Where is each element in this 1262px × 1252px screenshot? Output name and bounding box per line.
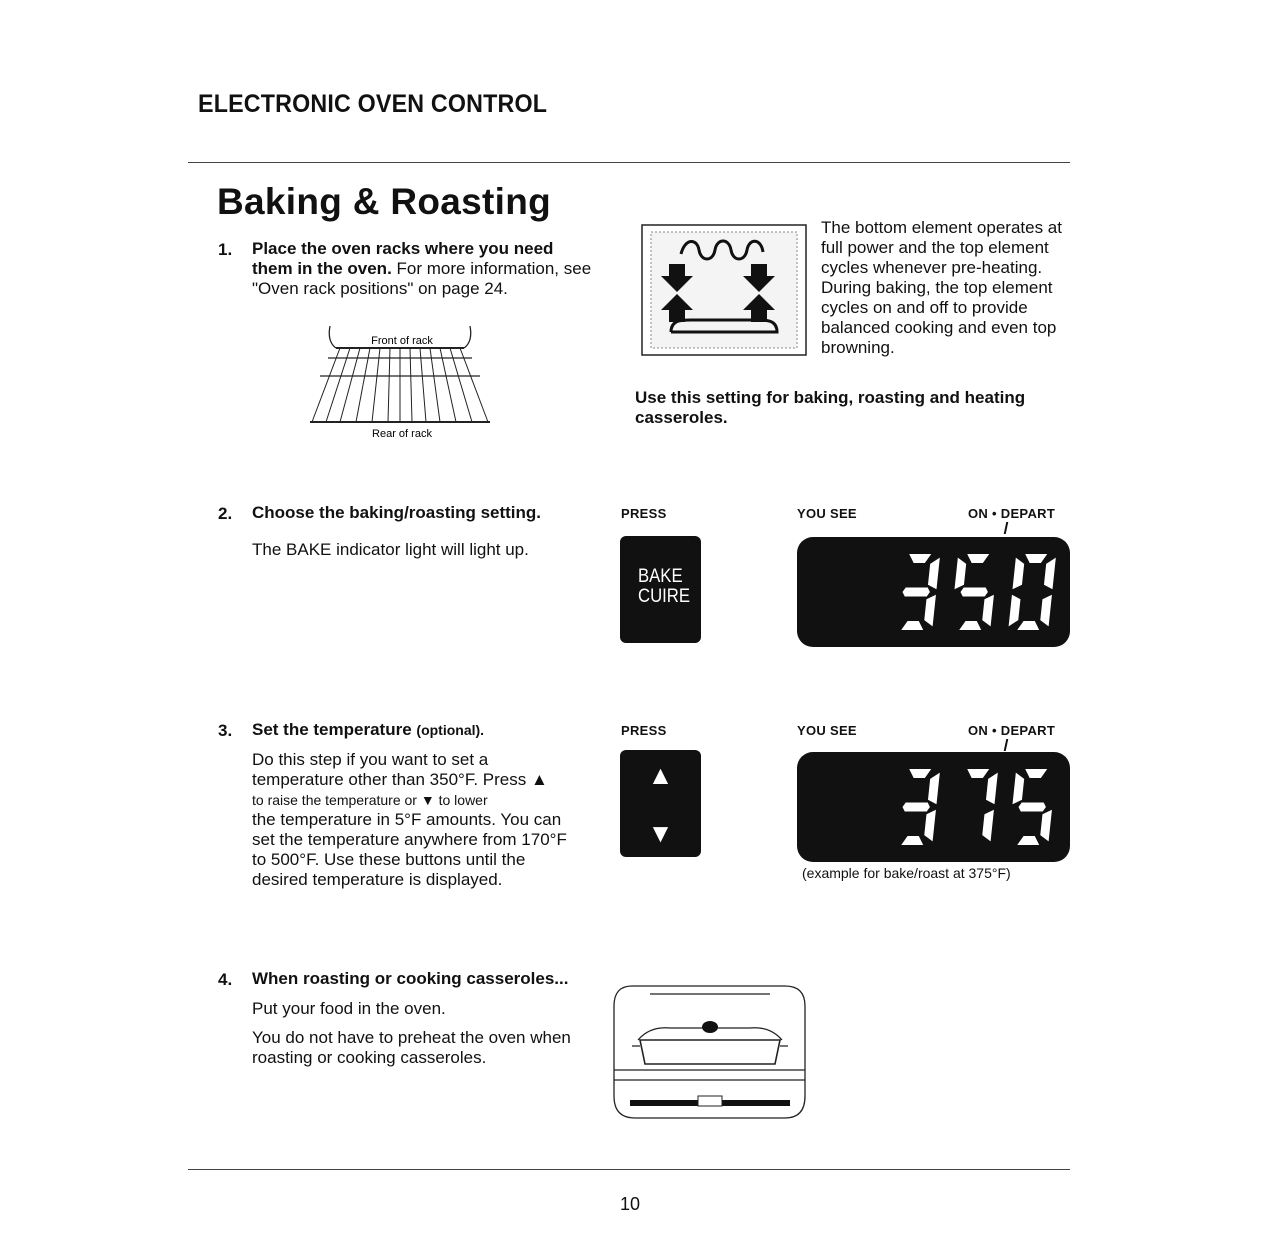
press-label: PRESS [621, 506, 667, 521]
display-segment [924, 595, 936, 627]
temperature-display [797, 537, 1070, 647]
display-segment [901, 621, 924, 630]
page-number: 10 [620, 1194, 641, 1214]
rack-front-label: Front of rack [371, 335, 433, 347]
use-setting-text: Use this setting for baking, roasting and heating casseroles. [635, 388, 1026, 427]
step-4-title: When roasting or cooking casseroles... [252, 969, 569, 988]
element-info-text: The bottom element operates at full power and the top element cycles whenever pre-heating. During baking, the top element cycles on and off to provide balanced cooking and even top browning. [821, 218, 1062, 357]
indicator-tick [1004, 522, 1009, 534]
step-3-body-b: to raise the temperature or ▼ to lower [252, 792, 488, 808]
display-segment [902, 803, 930, 812]
step-3-title [252, 720, 484, 740]
display-segment [1017, 621, 1040, 630]
display-segment [908, 554, 931, 563]
display-segment [901, 836, 924, 845]
display-segment [1024, 769, 1047, 778]
display-digits [797, 537, 1070, 647]
display-segment [1013, 558, 1025, 590]
display-segment [1009, 595, 1021, 627]
step-1-number: 1. [218, 240, 233, 259]
display-caption: (example for bake/roast at 375°F) [802, 865, 1011, 881]
step-1-text [252, 239, 592, 299]
step-2-number: 2. [218, 504, 233, 523]
you-see-label: YOU SEE [797, 506, 857, 521]
bake-button[interactable] [620, 536, 701, 643]
casserole-oven-figure [610, 984, 810, 1122]
display-digit [899, 769, 941, 845]
display-segment [966, 769, 989, 778]
display-digit [960, 769, 999, 841]
step-3-body [252, 750, 584, 890]
display-digit [899, 554, 941, 630]
display-segment [1040, 810, 1052, 842]
step-3-title-suffix: (optional). [416, 722, 485, 738]
on-depart-label: ON • DEPART [968, 506, 1056, 521]
display-segment [1044, 558, 1056, 590]
display-segment [960, 588, 988, 597]
display-segment [982, 810, 994, 842]
display-segment [1017, 836, 1040, 845]
press-label: PRESS [621, 723, 667, 738]
you-see-label: YOU SEE [797, 723, 857, 738]
step-2-title: Choose the baking/roasting setting. [252, 503, 542, 522]
oven-rack-figure [300, 318, 500, 443]
temperature-arrow-buttons [620, 750, 701, 857]
temperature-display [797, 752, 1070, 862]
display-segment [966, 554, 989, 563]
display-segment [1013, 773, 1025, 805]
oven-heating-diagram [641, 224, 807, 356]
display-digit [950, 554, 998, 630]
display-segment [908, 769, 931, 778]
top-divider [188, 162, 1070, 163]
display-digit [1008, 554, 1056, 630]
step-4-body [252, 999, 602, 1068]
on-depart-label: ON • DEPART [968, 723, 1056, 738]
indicator-tick [1004, 739, 1009, 751]
bake-button-label-fr: CUIRE [638, 586, 691, 607]
bottom-divider [188, 1169, 1070, 1170]
step-1-body: For more information, see "Oven rack positions" on page 24. [252, 259, 592, 298]
step-2-body: The BAKE indicator light will light up. [252, 540, 529, 559]
step-3-body-c: the temperature in 5°F amounts. You can set the temperature anywhere from 170°F to 500°F. Use these buttons until the desired temperature is displayed. [252, 810, 567, 889]
display-segment [982, 595, 994, 627]
temp-down-button[interactable]: ▼ [647, 818, 674, 848]
display-segment [1018, 803, 1046, 812]
display-segment [986, 773, 998, 805]
display-segment [928, 558, 940, 590]
rack-rear-label: Rear of rack [372, 428, 432, 440]
step-3-number: 3. [218, 721, 233, 740]
step-3-title-main: Set the temperature [252, 720, 412, 739]
temp-up-button[interactable]: ▲ [647, 760, 674, 790]
display-segment [902, 588, 930, 597]
bake-button-label: BAKE [638, 566, 683, 587]
display-segment [924, 810, 936, 842]
section-header: ELECTRONIC OVEN CONTROL [198, 90, 548, 118]
step-4-body-a: Put your food in the oven. [252, 999, 446, 1018]
display-segment [1024, 554, 1047, 563]
display-segment [955, 558, 967, 590]
step-3-body-a: Do this step if you want to set a temperature other than 350°F. Press ▲ [252, 750, 548, 789]
step-1-lead: Place the oven racks where you need them in the oven. [252, 239, 554, 278]
display-segment [1040, 595, 1052, 627]
step-4-body-b: You do not have to preheat the oven when roasting or cooking casseroles. [252, 1028, 571, 1067]
display-segment [959, 621, 982, 630]
display-digit [1008, 769, 1056, 845]
step-4-number: 4. [218, 970, 233, 989]
display-digits [797, 752, 1070, 862]
page-title: Baking & Roasting [217, 181, 552, 222]
display-segment [928, 773, 940, 805]
